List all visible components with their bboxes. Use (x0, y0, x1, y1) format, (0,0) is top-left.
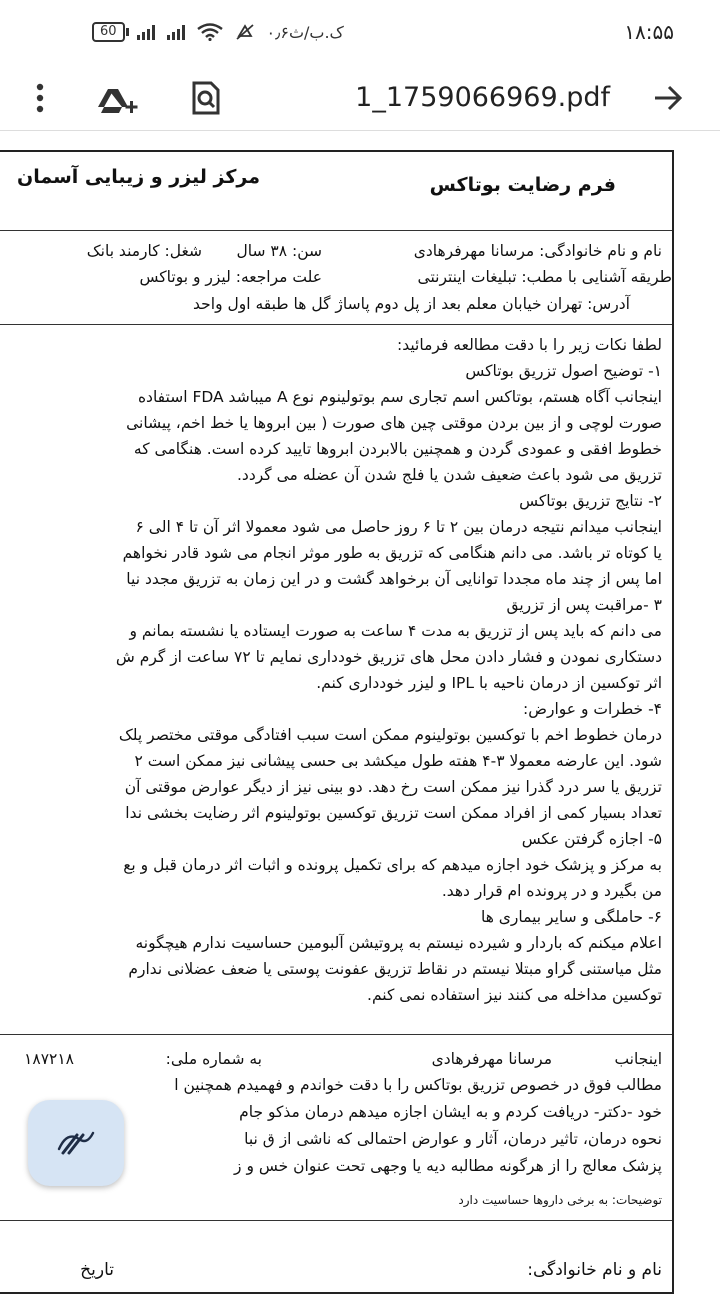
body-line: خطوط افقی و عمودی گردن و همچنین بالابردن ابروها تایید کرده است. هنگامی که (133, 440, 662, 458)
consent-line: نحوه درمان، تاثیر درمان، آثار و عوارض احتمالی که ناشی از ق نبا (244, 1130, 662, 1148)
body-line: اعلام میکنم که باردار و شیرده نیستم به پروتیشن آلبومین حساسیت ندارم هیچگونه (135, 934, 662, 952)
body-line: اما پس از چند ماه مجددا توانایی آن برخواهد گشت و در این زمان به تزریق مجدد نیا (126, 570, 662, 588)
body-line: ۶- حاملگی و سایر بیماری ها (480, 908, 662, 926)
clinic-name: مرکز لیزر و زیبایی آسمان (17, 166, 260, 188)
status-indicators (92, 22, 344, 42)
consent-note: توضیحات: به برخی داروها حساسیت دارد (458, 1193, 662, 1207)
form-title: فرم رضایت بوتاکس (429, 174, 616, 196)
body-line: تزریق می شود باعث ضعیف شدن یا فلج شدن آن عضله می گردد. (236, 466, 662, 484)
signal-icon (137, 24, 155, 40)
body-line: به مرکز و پزشک خود اجازه میدهم که برای تکمیل پرونده و اثبات اثر درمان قبل و بع (123, 856, 662, 874)
consent-id-value: ۱۸۷۲۱۸ (24, 1050, 74, 1068)
consent-id-label: به شماره ملی: (165, 1050, 262, 1068)
file-name: 1_1759066969.pdf (355, 82, 610, 113)
body-line: تعداد بسیار کمی از افراد ممکن است تزریق توکسین بوتولینوم اثر رضایت بخشی ندا (125, 804, 662, 822)
wifi-icon (197, 23, 223, 41)
body-line: تزریق یا سر درد گذرا نیز ممکن است رخ دهد. دو بینی نیز از دیگر عوارض موقتی آن (124, 778, 662, 796)
body-line: ۵- اجازه گرفتن عکس (521, 830, 662, 848)
body-line: توکسین مداخله می کنند نیز استفاده نمی کنم. (367, 986, 662, 1004)
drive-add-icon[interactable] (96, 76, 140, 120)
divider (0, 324, 672, 325)
signature-date-label: تاریخ (80, 1260, 114, 1280)
divider (0, 1034, 672, 1035)
consent-prefix: اینجانب (614, 1050, 662, 1068)
info-name: نام و نام خانوادگی: مرسانا مهرفرهادی (413, 242, 662, 260)
find-in-page-icon[interactable] (184, 76, 228, 120)
signal-icon-2 (167, 24, 185, 40)
body-line: من بگیرد و در پرونده ام قرار دهد. (441, 882, 662, 900)
signature-name-label: نام و نام خانوادگی: (527, 1260, 662, 1280)
consent-name: مرسانا مهرفرهادی (431, 1050, 552, 1068)
consent-line: پزشک معالج را از هرگونه مطالبه دیه یا وجهی تحت عنوان خس و ز (234, 1157, 662, 1175)
divider (0, 1220, 672, 1221)
consent-line: مطالب فوق در خصوص تزریق بوتاکس را با دقت خواندم و فهمیدم همچنین ا (174, 1076, 662, 1094)
edit-pen-icon (57, 1127, 95, 1159)
more-vert-icon[interactable] (18, 76, 62, 120)
network-speed: ۰٫۶ک.ب/ث (266, 22, 344, 42)
body-line: اثر توکسین از درمان ناحیه با IPL و لیزر خودداری کنم. (316, 674, 662, 692)
edit-fab[interactable] (28, 1100, 124, 1186)
body-line: ۱- توضیح اصول تزریق بوتاکس (465, 362, 662, 380)
body-line: می دانم که باید پس از تزریق به مدت ۴ ساعت به صورت ایستاده یا نشسته بمانم و (129, 622, 662, 640)
body-line: اینجانب آگاه هستم، بوتاکس اسم تجاری سم بوتولینوم نوع A میباشد FDA استفاده (137, 388, 662, 406)
battery-icon: 60 (92, 22, 125, 42)
body-line: دستکاری نمودن و فشار دادن محل های تزریق خودداری نمایم تا ۷۲ ساعت از گرم ش (115, 648, 662, 666)
info-reason: علت مراجعه: لیزر و بوتاکس (139, 268, 322, 286)
body-line: یا کوتاه تر باشد. می دانم هنگامی که تزریق به طور موثر انجام می شود قادر نخواهم (122, 544, 662, 562)
info-job: شغل: کارمند بانک (86, 242, 202, 260)
body-line: ۳ -مراقبت پس از تزریق (506, 596, 662, 614)
info-acquaintance: طریقه آشنایی با مطب: تبلیغات اینترنتی (417, 268, 672, 286)
status-bar (0, 0, 720, 66)
mute-icon (235, 23, 255, 41)
body-line: درمان خطوط اخم با توکسین بوتولینوم ممکن است سبب افتادگی موقتی مختصر پلک (118, 726, 662, 744)
clock: ۱۸:۵۵ (624, 20, 674, 44)
body-line: ۴- خطرات و عوارض: (523, 700, 662, 718)
body-line: مثل میاستنی گراو مبتلا نیستم در نقاط تزریق عفونت پوستی یا ضعف عضلانی ندارم (128, 960, 662, 978)
pdf-toolbar (0, 66, 720, 131)
consent-line: خود -دکتر- دریافت کردم و به ایشان اجازه میدهم درمان مذکو جام (239, 1103, 662, 1121)
body-line: ۲- نتایج تزریق بوتاکس (519, 492, 662, 510)
body-line: شود. این عارضه معمولا ۳-۴ هفته طول میکشد بی حسی پیشانی نیز ممکن است ۲ (134, 752, 662, 770)
forward-arrow-icon[interactable] (646, 76, 690, 120)
body-line: صورت لوچی و از بین بردن موقتی چین های صورت ( بین ابروها یا خط اخم، پیشانی (126, 414, 662, 432)
info-address: آدرس: تهران خیابان معلم بعد از پل دوم پاساژ گل ها طبقه اول واحد (193, 295, 630, 313)
divider (0, 230, 672, 231)
body-line: اینجانب میدانم نتیجه درمان بین ۲ تا ۶ روز حاصل می شود معمولا اثر آن تا ۴ الی ۶ (135, 518, 662, 536)
body-line: لطفا نکات زیر را با دقت مطالعه فرمائید: (397, 336, 662, 354)
info-age: سن: ۳۸ سال (236, 242, 322, 260)
